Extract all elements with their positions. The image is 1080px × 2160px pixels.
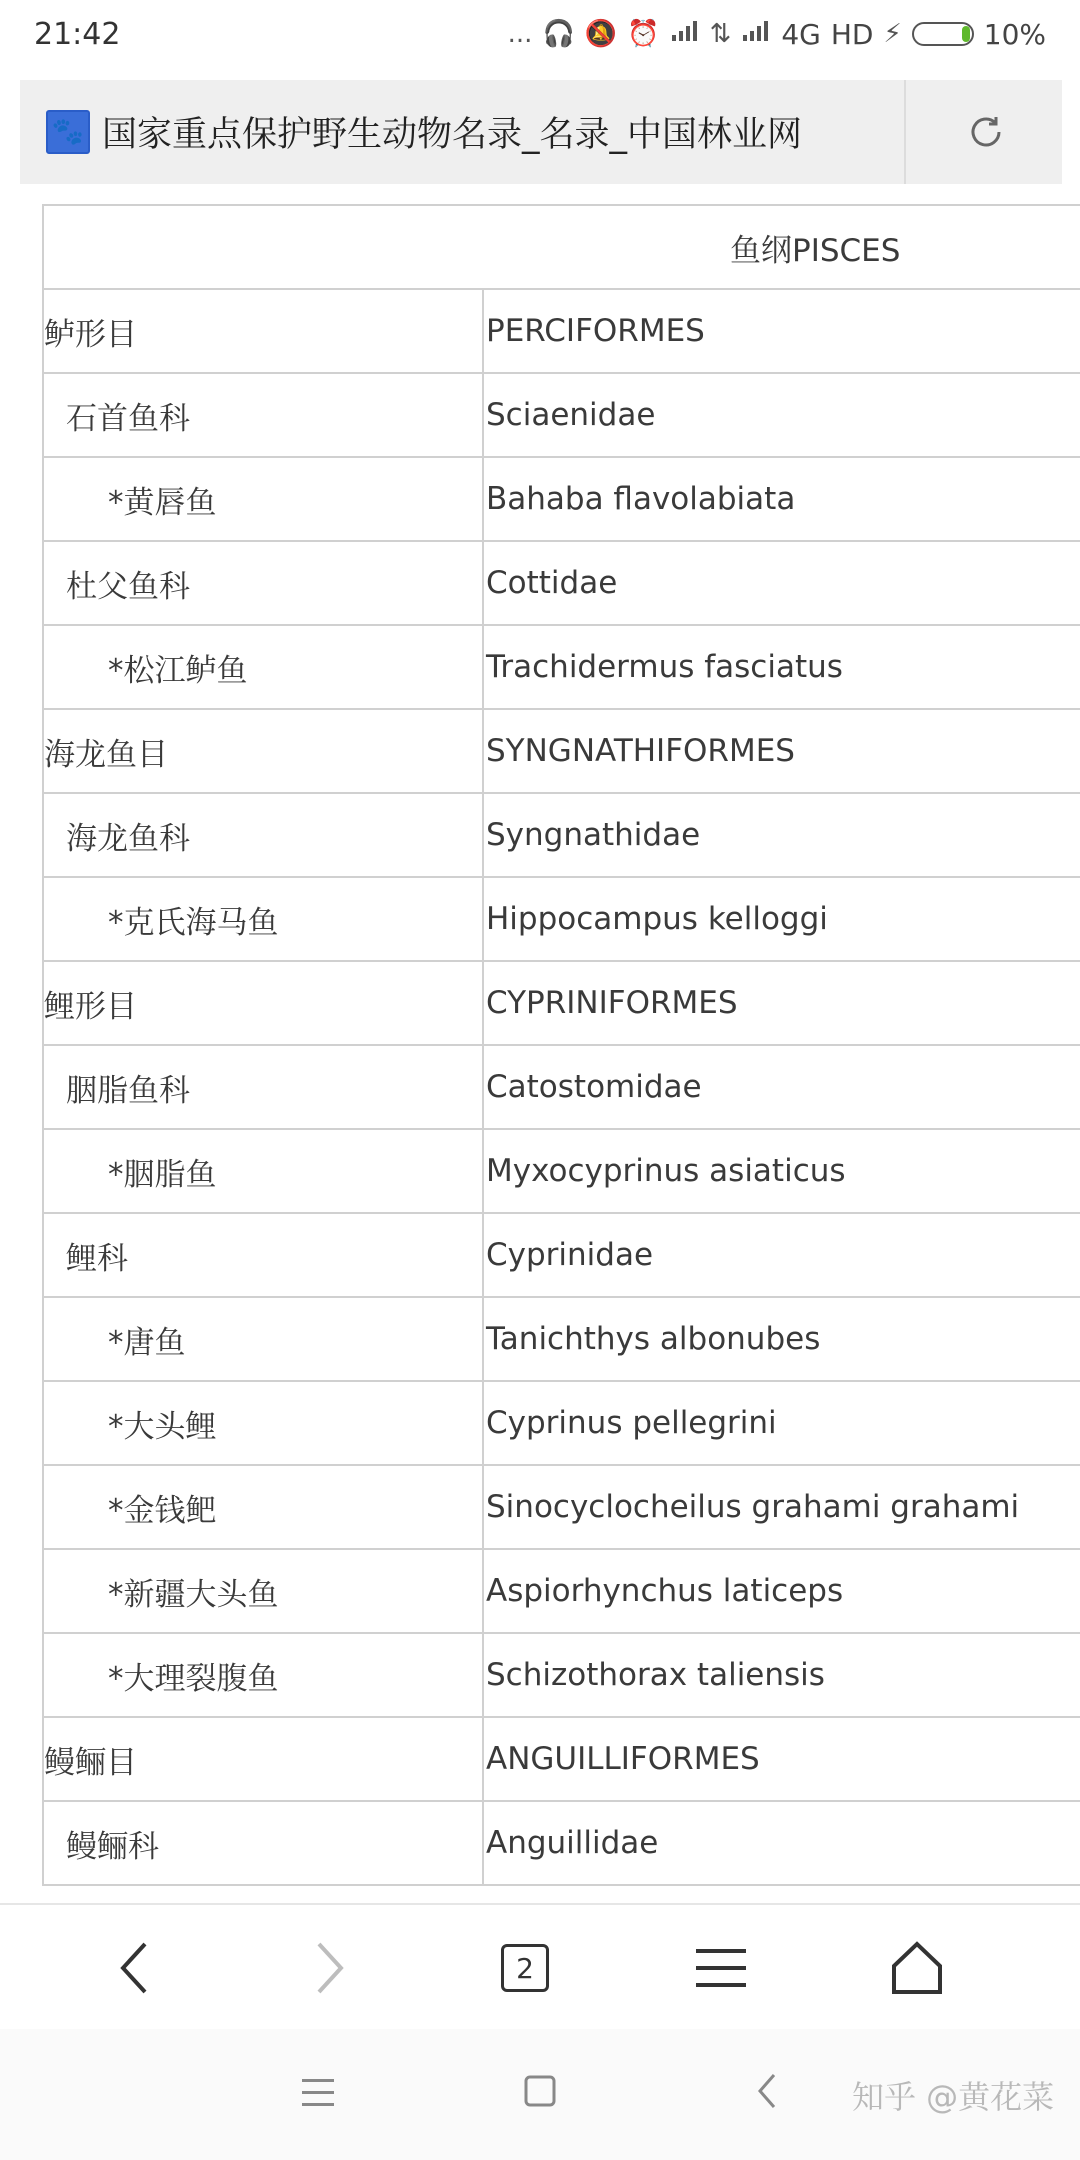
home-button[interactable] xyxy=(882,1933,952,2003)
menu-button[interactable] xyxy=(686,1933,756,2003)
chinese-name-cell xyxy=(43,877,483,961)
page-content[interactable] xyxy=(0,204,1080,1904)
alarm-icon: ⏰ xyxy=(627,19,660,49)
table-row xyxy=(43,541,1080,625)
bell-muted-icon: 🔕 xyxy=(584,19,618,49)
more-dots-icon: ... xyxy=(507,19,533,49)
class-header: 鱼纲PISCES xyxy=(43,205,1080,289)
recent-apps-icon xyxy=(298,2075,338,2111)
system-home-button[interactable] xyxy=(522,2073,558,2113)
back-button[interactable] xyxy=(100,1933,170,2003)
latin-name-cell: Tanichthys albonubes xyxy=(483,1297,1080,1381)
latin-name-cell: Syngnathidae xyxy=(483,793,1080,877)
latin-name-cell: Anguillidae xyxy=(483,1801,1080,1885)
latin-name-cell: Cottidae xyxy=(483,541,1080,625)
table-header-row xyxy=(43,205,1080,289)
table-row xyxy=(43,1549,1080,1633)
latin-name-cell: Trachidermus fasciatus xyxy=(483,625,1080,709)
chinese-name: 胭脂鱼科 xyxy=(66,1072,190,1109)
chinese-name-cell xyxy=(43,541,483,625)
latin-name-cell: ANGUILLIFORMES xyxy=(483,1717,1080,1801)
chinese-name-cell xyxy=(43,289,483,373)
chinese-name: 杜父鱼科 xyxy=(66,568,190,605)
chinese-name-cell xyxy=(43,1549,483,1633)
forward-arrow-icon xyxy=(309,1940,349,1996)
chinese-name: *黄唇鱼 xyxy=(108,484,217,521)
chinese-name-cell xyxy=(43,1801,483,1885)
chinese-name-cell xyxy=(43,1129,483,1213)
latin-name-cell: Cyprinus pellegrini xyxy=(483,1381,1080,1465)
chinese-name: 海龙鱼目 xyxy=(44,736,168,773)
latin-name-cell: Cyprinidae xyxy=(483,1213,1080,1297)
chinese-name: 鲤科 xyxy=(66,1240,128,1277)
chinese-name-cell xyxy=(43,1465,483,1549)
browser-toolbar xyxy=(0,1903,1080,2029)
table-row xyxy=(43,709,1080,793)
status-icons xyxy=(508,18,1046,51)
watermark: 知乎 @黄花菜 xyxy=(852,2078,1055,2116)
table-row xyxy=(43,1381,1080,1465)
table-row xyxy=(43,1717,1080,1801)
address-divider xyxy=(904,80,906,184)
battery-icon xyxy=(912,22,974,46)
chinese-name: *大头鲤 xyxy=(108,1408,217,1445)
chinese-name: 鳗鲡目 xyxy=(44,1744,137,1781)
chinese-name: *金钱鲃 xyxy=(108,1492,217,1529)
latin-name-cell: CYPRINIFORMES xyxy=(483,961,1080,1045)
charging-icon: ⚡ xyxy=(883,19,902,49)
signal-2-icon xyxy=(741,19,771,50)
chinese-name: 石首鱼科 xyxy=(66,400,190,437)
back-arrow-icon xyxy=(115,1940,155,1996)
latin-name-cell: PERCIFORMES xyxy=(483,289,1080,373)
chinese-name: *大理裂腹鱼 xyxy=(108,1660,279,1697)
table-row xyxy=(43,625,1080,709)
latin-name-cell: Schizothorax taliensis xyxy=(483,1633,1080,1717)
table-row xyxy=(43,457,1080,541)
latin-name-cell: Bahaba flavolabiata xyxy=(483,457,1080,541)
chinese-name-cell xyxy=(43,1045,483,1129)
chinese-name-cell xyxy=(43,961,483,1045)
latin-name-cell: Sciaenidae xyxy=(483,373,1080,457)
chinese-name-cell xyxy=(43,625,483,709)
chinese-name-cell xyxy=(43,1381,483,1465)
table-row xyxy=(43,961,1080,1045)
table-row xyxy=(43,1297,1080,1381)
table-row xyxy=(43,877,1080,961)
network-type: 4G xyxy=(781,17,821,51)
forward-button[interactable] xyxy=(294,1933,364,2003)
chinese-name: 鲤形目 xyxy=(44,988,137,1025)
chinese-name-cell xyxy=(43,709,483,793)
latin-name-cell: Catostomidae xyxy=(483,1045,1080,1129)
system-back-button[interactable] xyxy=(752,2071,782,2115)
chinese-name: *新疆大头鱼 xyxy=(108,1576,279,1613)
chinese-name: *松江鲈鱼 xyxy=(108,652,248,689)
reload-button[interactable] xyxy=(964,110,1008,154)
chinese-name-cell xyxy=(43,1213,483,1297)
site-favicon-icon: 🐾 xyxy=(46,110,90,154)
chinese-name: 鳗鲡科 xyxy=(66,1828,159,1865)
status-bar xyxy=(0,0,1080,68)
chinese-name-cell xyxy=(43,373,483,457)
table-row xyxy=(43,793,1080,877)
tabs-button[interactable] xyxy=(490,1933,560,2003)
reload-icon xyxy=(966,112,1006,152)
chinese-name: *胭脂鱼 xyxy=(108,1156,217,1193)
chinese-name: *克氏海马鱼 xyxy=(108,904,279,941)
latin-name-cell: Sinocyclocheilus grahami grahami xyxy=(483,1465,1080,1549)
address-bar[interactable] xyxy=(20,80,1062,184)
chinese-name: *唐鱼 xyxy=(108,1324,186,1361)
latin-name-cell: Aspiorhynchus laticeps xyxy=(483,1549,1080,1633)
chinese-name-cell xyxy=(43,1633,483,1717)
table-row xyxy=(43,1045,1080,1129)
species-table xyxy=(42,204,1080,1886)
chinese-name: 海龙鱼科 xyxy=(66,820,190,857)
system-back-icon xyxy=(752,2071,782,2111)
table-row xyxy=(43,1213,1080,1297)
latin-name-cell: Myxocyprinus asiaticus xyxy=(483,1129,1080,1213)
page-title[interactable]: 国家重点保护野生动物名录_名录_中国林业网 xyxy=(102,115,803,155)
chinese-name: 鲈形目 xyxy=(44,316,137,353)
headphones-icon: 🎧 xyxy=(542,19,575,49)
latin-name-cell: SYNGNATHIFORMES xyxy=(483,709,1080,793)
table-row xyxy=(43,1465,1080,1549)
home-icon xyxy=(889,1940,945,1996)
chinese-name-cell xyxy=(43,793,483,877)
chinese-name-cell xyxy=(43,1297,483,1381)
table-row xyxy=(43,1633,1080,1717)
table-row xyxy=(43,1129,1080,1213)
square-home-icon xyxy=(522,2073,558,2109)
chinese-name-cell xyxy=(43,1717,483,1801)
table-row xyxy=(43,289,1080,373)
status-time: 21:42 xyxy=(34,16,121,52)
table-row xyxy=(43,1801,1080,1885)
signal-icon xyxy=(670,19,700,50)
latin-name-cell: Hippocampus kelloggi xyxy=(483,877,1080,961)
data-transfer-icon: ⇅ xyxy=(709,19,732,49)
tab-count: 2 xyxy=(501,1944,549,1992)
menu-icon xyxy=(694,1945,748,1991)
table-row xyxy=(43,373,1080,457)
chinese-name-cell xyxy=(43,457,483,541)
recent-apps-button[interactable] xyxy=(298,2075,338,2115)
battery-level: 10% xyxy=(983,17,1046,51)
hd-indicator: HD xyxy=(830,17,874,51)
